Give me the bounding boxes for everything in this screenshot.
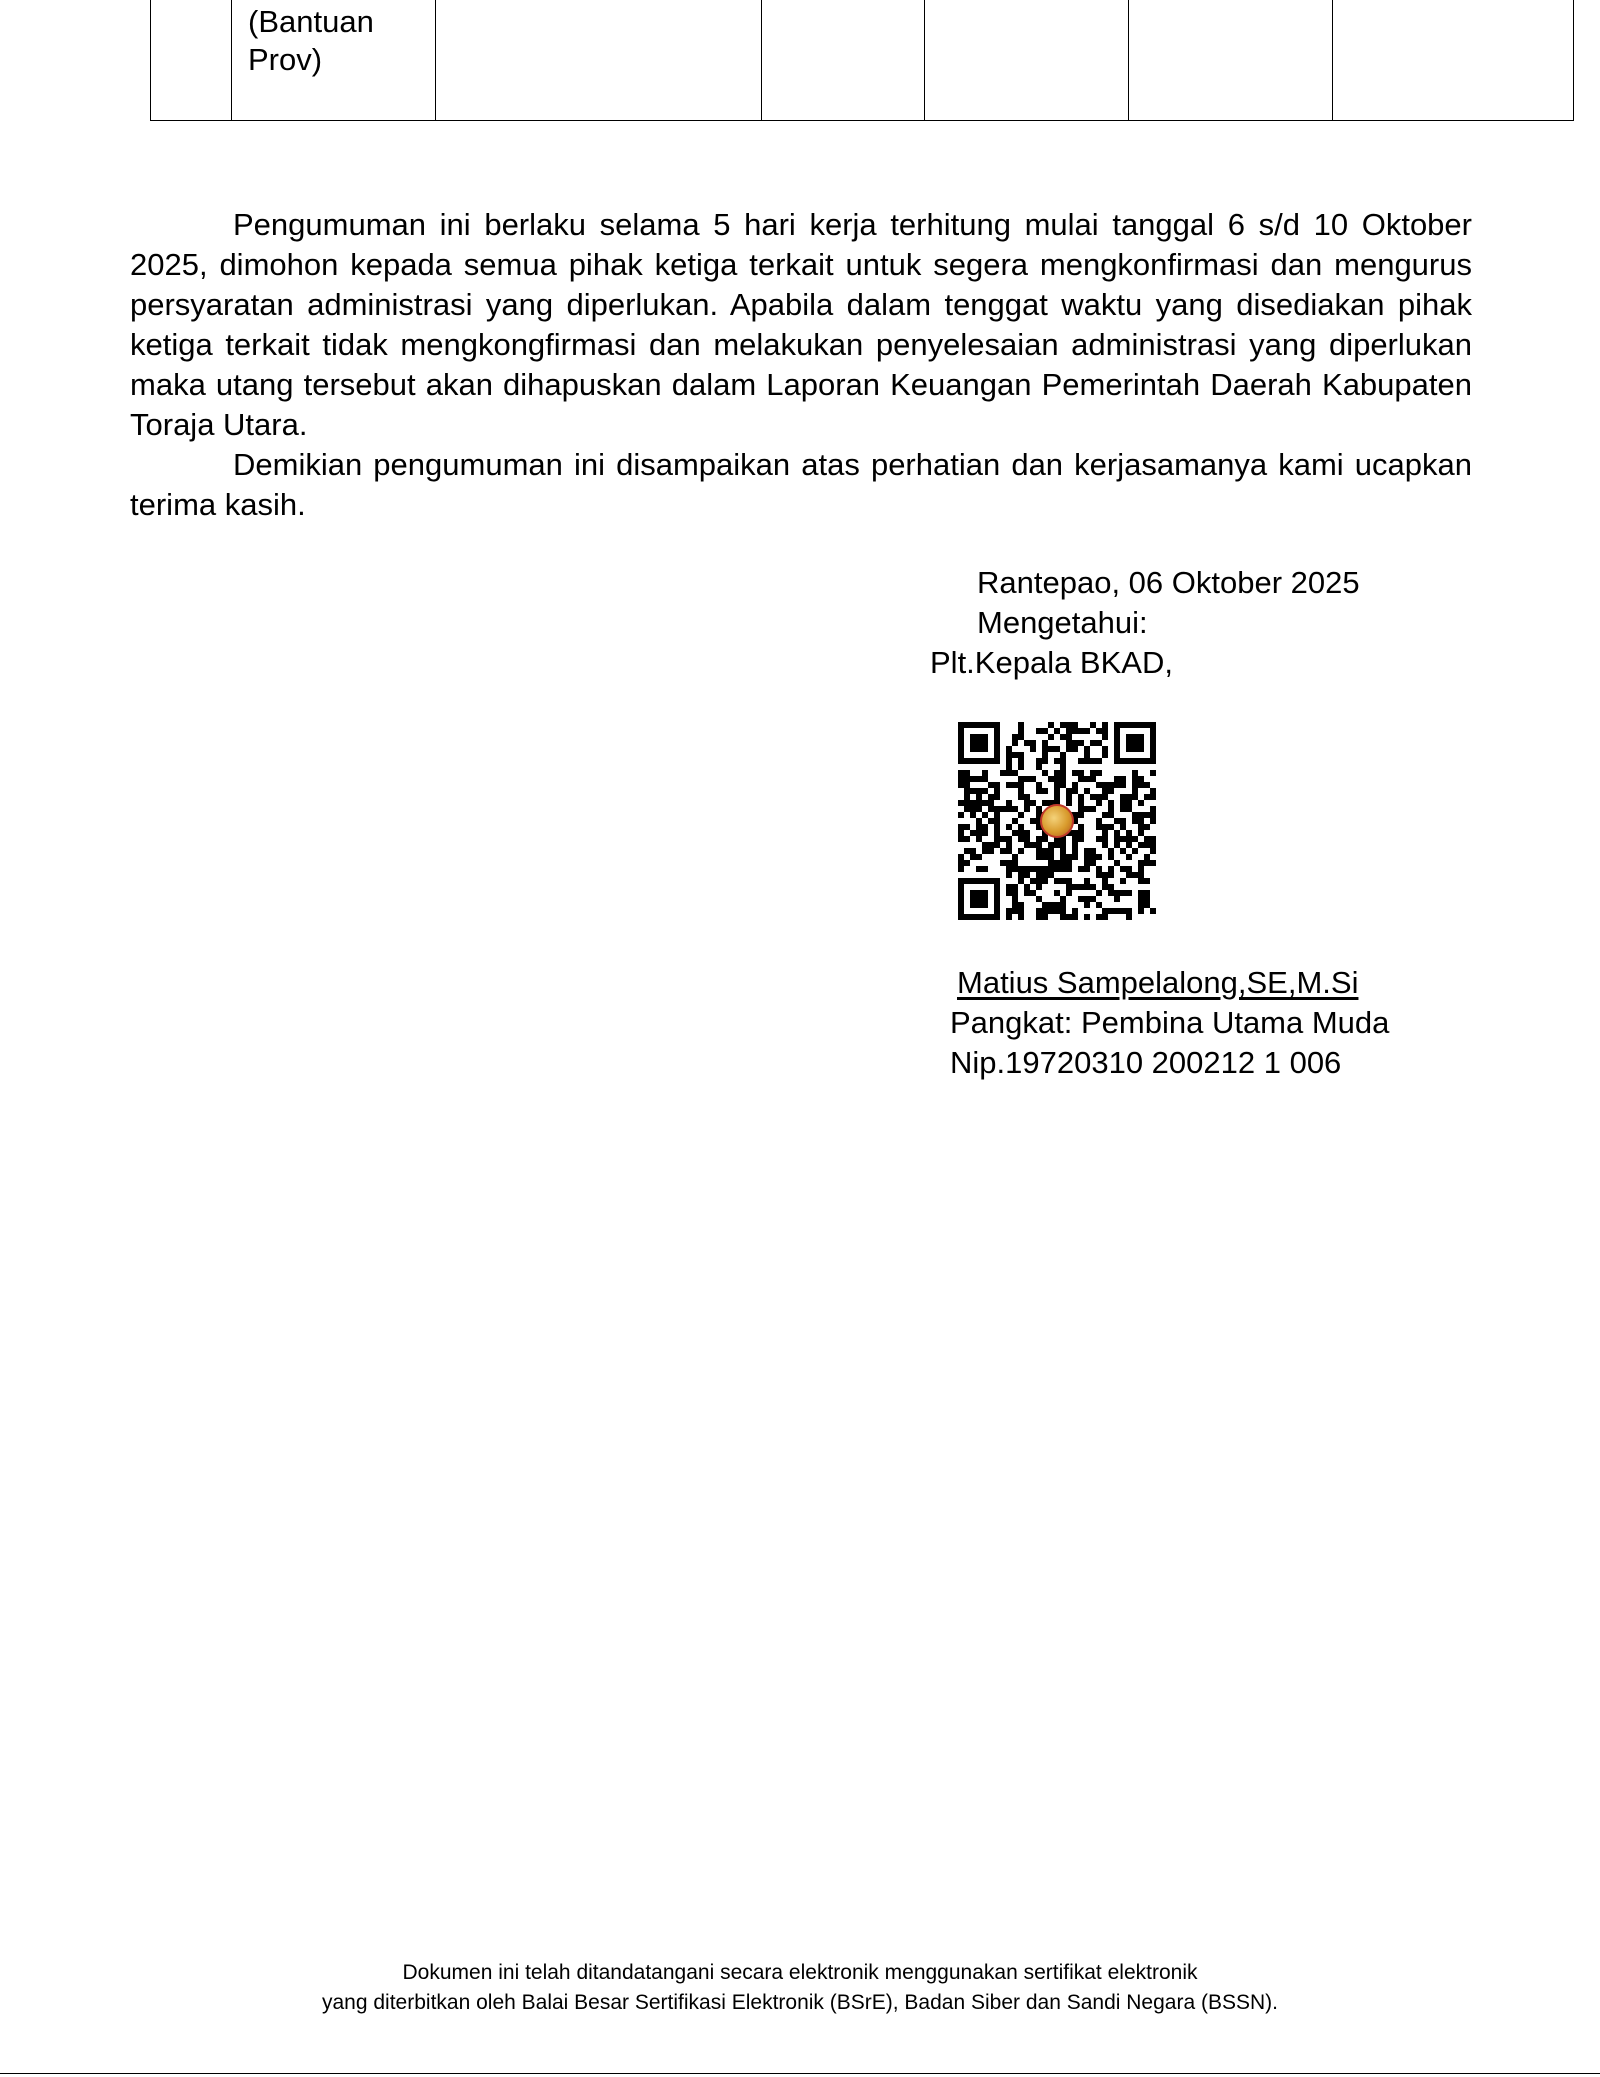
table-cell [762,0,925,121]
table-cell [1333,0,1574,121]
qr-code-signature [958,722,1156,920]
footer-line-2: yang diterbitkan oleh Balai Besar Sertifikasi Elektronik (BSrE), Badan Siber dan Sandi Negara (BSSN). [322,1991,1278,2014]
closing-paragraph: Demikian pengumuman ini disampaikan atas perhatian dan kerjasamanya kami ucapkan terima kasih. [130,447,1472,522]
table-cell [232,0,436,121]
bottom-divider [0,2073,1600,2074]
signer-nip: Nip.19720310 200212 1 006 [950,1045,1342,1080]
table-fragment [150,0,1574,121]
signer-rank: Pangkat: Pembina Utama Muda [950,1005,1390,1040]
table-cell [151,0,232,121]
place-date: Rantepao, 06 Oktober 2025 [977,565,1360,600]
table-cell [925,0,1129,121]
signer-position: Plt.Kepala BKAD, [930,645,1173,680]
cell-bantuan-prov: (Bantuan Prov) [248,4,374,77]
signer-name: Matius Sampelalong,SE,M.Si [957,965,1359,1000]
acknowledge-label: Mengetahui: [977,605,1148,640]
table-row [151,0,1574,121]
footer-line-1: Dokumen ini telah ditandatangani secara elektronik menggunakan sertifikat elektronik [402,1961,1198,1984]
table-cell [436,0,762,121]
seal-icon [1040,804,1074,838]
announcement-paragraph: Pengumuman ini berlaku selama 5 hari kerja terhitung mulai tanggal 6 s/d 10 Oktober 2025, dimohon kepada semua pihak ketiga terkait untuk segera mengkonfirmasi dan mengurus persyaratan administrasi yang diperlukan. Apabila dalam tenggat waktu yang disediakan pihak ketiga terkait tidak mengkongfirmasi dan melakukan penyelesaian administrasi yang diperlukan maka utang tersebut akan dihapuskan dalam Laporan Keuangan Pemerintah Daerah Kabupaten Toraja Utara. [130,207,1472,442]
table-cell [1129,0,1333,121]
